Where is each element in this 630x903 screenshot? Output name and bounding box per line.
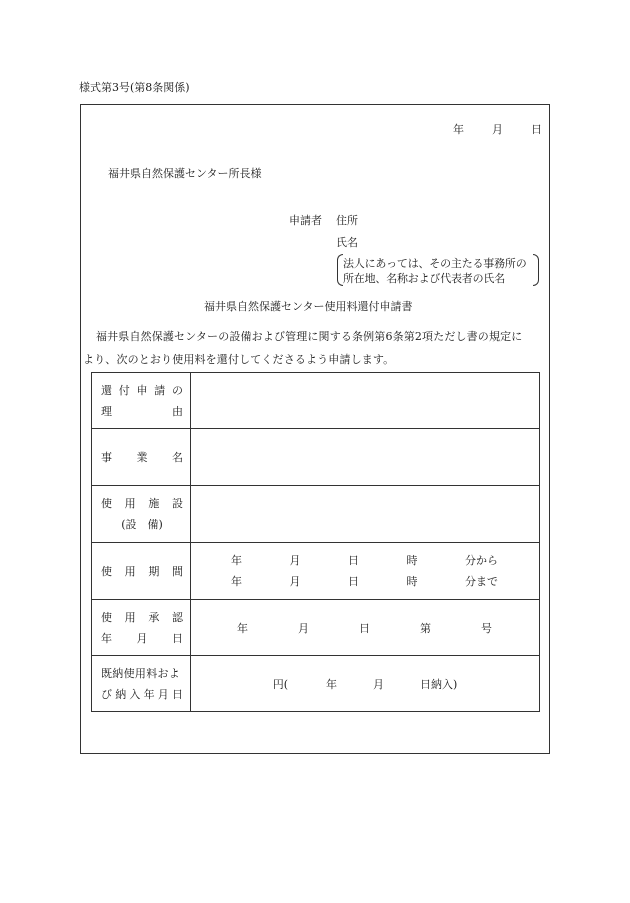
date-year: 年	[453, 123, 464, 136]
char: 用	[124, 610, 136, 624]
period-to-line	[191, 571, 539, 592]
char: 年	[101, 631, 112, 645]
table-row	[92, 373, 540, 429]
form-number-label: 様式第3号(第8条関係)	[79, 81, 190, 94]
char: 日	[359, 621, 370, 635]
refund-form-table	[91, 372, 540, 712]
corporate-note-line1: 法人にあっては、その主たる事務所の	[343, 257, 527, 270]
date-day: 日	[531, 123, 542, 136]
document-title: 福井県自然保護センター使用料還付申請書	[204, 300, 413, 313]
char: 第	[420, 621, 431, 635]
date-line	[453, 121, 542, 137]
char: 申	[136, 383, 148, 397]
char: 日	[172, 631, 183, 645]
char: の	[172, 383, 183, 397]
char: 日	[348, 575, 359, 588]
date-month: 月	[492, 123, 503, 136]
char: 請	[154, 383, 166, 397]
corporate-note-line2: 所在地、名称および代表者の氏名	[343, 272, 505, 285]
approval-date-field[interactable]	[191, 600, 540, 656]
paid-fee-label	[92, 656, 191, 712]
char: 納	[115, 687, 127, 701]
project-name-label	[92, 429, 191, 486]
facility-sub-label: (設 備)	[121, 518, 163, 531]
applicant-label: 申請者	[289, 214, 322, 227]
char: 認	[171, 610, 183, 624]
char: 月	[289, 575, 301, 588]
paid-day-label: 日納入)	[420, 677, 458, 691]
table-row	[92, 600, 540, 656]
paid-fee-field[interactable]	[191, 656, 540, 712]
char: 月	[136, 631, 148, 645]
char: 入	[129, 687, 141, 701]
char: 用	[124, 497, 136, 510]
char: び	[101, 687, 112, 701]
char: 日	[348, 554, 359, 567]
char: 号	[481, 621, 492, 635]
char: 年	[231, 575, 242, 588]
char: 月	[298, 621, 309, 635]
refund-reason-field[interactable]	[191, 373, 540, 429]
char: 月	[289, 554, 301, 567]
char: 使	[101, 497, 112, 510]
char: 用	[124, 564, 136, 578]
body-text-line2: より、次のとおり使用料を還付してくださるよう申請します。	[83, 353, 395, 366]
month-label: 月	[373, 677, 384, 691]
char: 年	[237, 621, 248, 635]
usage-period-field[interactable]	[191, 543, 540, 600]
char: 月	[157, 687, 169, 701]
char: 使	[101, 564, 112, 578]
char: 分から	[465, 554, 498, 567]
char: 時	[406, 575, 418, 588]
project-name-field[interactable]	[191, 429, 540, 486]
year-label: 年	[326, 677, 337, 691]
char: 使	[101, 610, 112, 624]
table-row	[92, 656, 540, 712]
char: 期	[148, 564, 160, 578]
addressee: 福井県自然保護センター所長様	[108, 167, 262, 180]
usage-period-label	[92, 543, 191, 600]
char: 還	[101, 383, 112, 397]
char: 分まで	[465, 575, 498, 588]
table-row	[92, 429, 540, 486]
char: 年	[143, 687, 155, 701]
char: 理	[101, 404, 112, 418]
address-label: 住所	[336, 214, 358, 227]
body-text-line1: 福井県自然保護センターの設備および管理に関する条例第6条第2項ただし書の規定に	[96, 330, 523, 343]
char: 間	[171, 564, 183, 578]
name-label: 氏名	[336, 236, 358, 249]
char: 事	[101, 450, 112, 464]
char: 施	[148, 497, 160, 510]
char: 名	[172, 450, 183, 464]
char: 付	[118, 383, 130, 397]
char: 承	[148, 610, 160, 624]
yen-label: 円(	[272, 677, 288, 691]
facility-field[interactable]	[191, 486, 540, 543]
corporate-note	[337, 254, 539, 286]
char: 設	[171, 497, 183, 510]
char: 時	[406, 554, 418, 567]
char: 年	[231, 554, 242, 567]
approval-date-label	[92, 600, 191, 656]
facility-label	[92, 486, 191, 543]
char: 業	[136, 450, 148, 464]
table-row	[92, 486, 540, 543]
char: 由	[172, 404, 183, 418]
period-from-line	[191, 550, 539, 571]
paid-fee-label-line1: 既納使用料およ	[101, 666, 181, 680]
table-row	[92, 543, 540, 600]
right-bracket	[533, 254, 539, 286]
refund-reason-label	[92, 373, 191, 429]
char: 日	[171, 687, 183, 701]
